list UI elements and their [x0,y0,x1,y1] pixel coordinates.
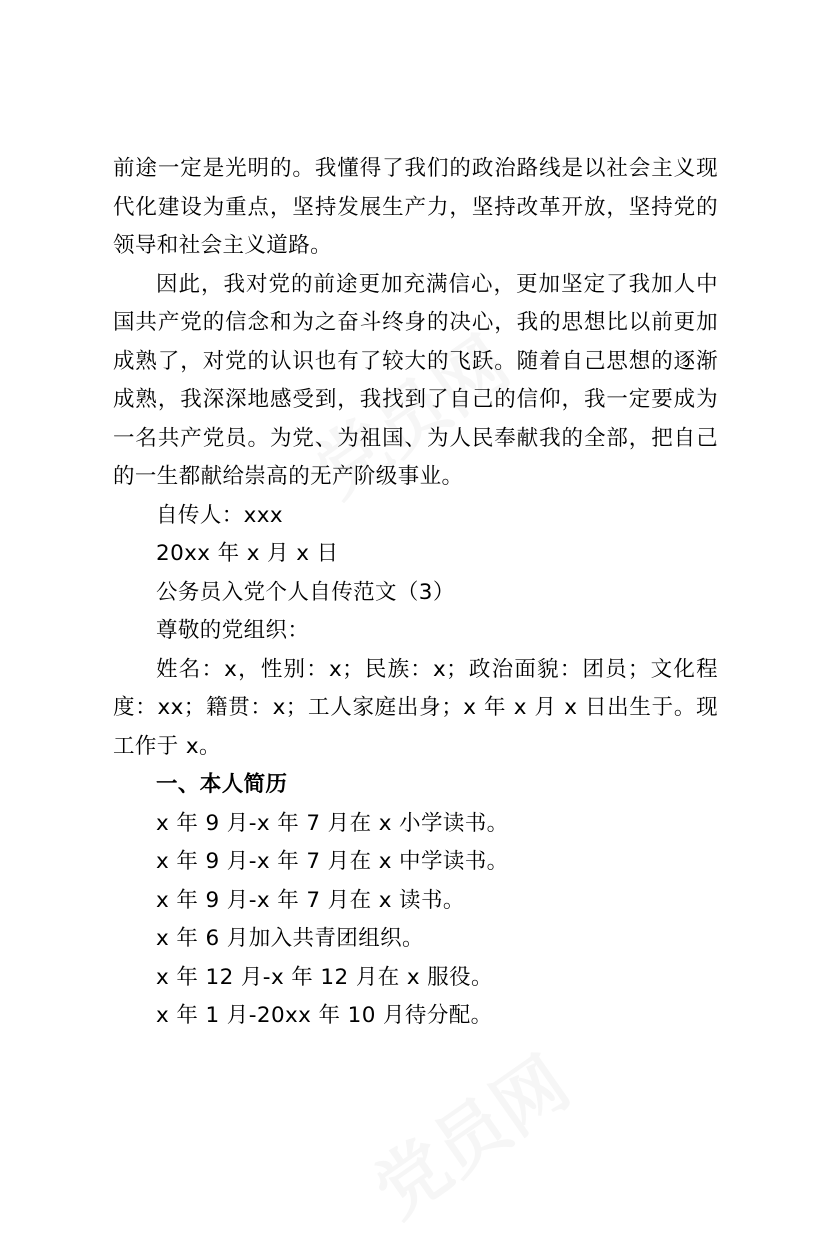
personal-info: 姓名：x，性别：x；民族：x；政治面貌：团员；文化程度：xx；籍贯：x；工人家庭出身；x 年 x 月 x 日出生于。现工作于 x。 [113,656,718,759]
author-signature: 自传人：xxx [156,502,283,528]
resume-item: x 年 9 月-x 年 7 月在 x 小学读书。 [156,810,509,836]
paragraph-intro: 前途一定是光明的。我懂得了我们的政治路线是以社会主义现代化建设为重点，坚持发展生产力，坚持改革开放，坚持党的领导和社会主义道路。 [113,156,718,258]
paragraph-belief: 因此，我对党的前途更加充满信心，更加坚定了我加人中国共产党的信念和为之奋斗终身的决心，我的思想比以前更加成熟了，对党的认识也有了较大的飞跃。随着自己思想的逐渐成熟，我深深地感受到，我找到了自己的信仰，我一定要成为一名共产党员。为党、为祖国、为人民奉献我的全部，把自己的一生都献给崇高的无产阶级事业。 [113,271,718,489]
resume-item: x 年 12 月-x 年 12 月在 x 服役。 [156,964,493,990]
resume-item: x 年 9 月-x 年 7 月在 x 中学读书。 [156,849,509,874]
signature-date: 20xx 年 x 月 x 日 [156,541,339,566]
document-body [113,150,718,1036]
resume-item: x 年 6 月加入共青团组织。 [156,926,424,951]
resume-item: x 年 9 月-x 年 7 月在 x 读书。 [156,887,465,913]
section-title: 公务员入党个人自传范文（3） [156,579,455,605]
resume-item: x 年 1 月-20xx 年 10 月待分配。 [156,1003,493,1028]
salutation: 尊敬的党组织： [156,618,310,643]
watermark [350,1027,587,1236]
resume-heading: 一、本人简历 [156,772,288,797]
